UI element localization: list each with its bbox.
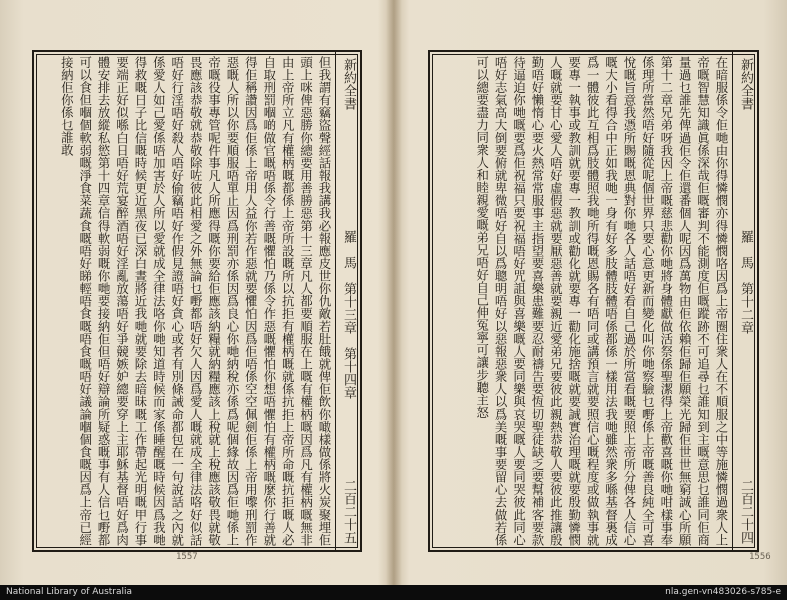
right-page [394,0,787,585]
right-header-rule [732,52,733,550]
book-title: 新約全書 [738,58,753,110]
footer-identifier: nla.gen-vn483026-s785-e [665,587,781,597]
right-page-body-text: 在暗服係令佢哋由你得憐憫亦得憐憫咯因爲上帝圈住衆人在不順服之中等施憐憫過衆人上帝嘅智慧知識眞係深哉佢嘅審判不能測度佢嘅蹤跡不可追尋乜誰知到主嘅意思乜誰同佢商量過乜誰先俾過佢令佢還番個人呢因爲萬物由佢依賴佢歸佢願榮光歸佢世世無窮誠心所願第十二章兄弟呀我因上帝嘅慈悲勸你哋將身體獻做活祭係聖潔得上帝歡喜嘅你哋咁樣事奉係理所當然唔好隨從呢個世界只要心意更新而變化叫你哋察驗乜嘢係上帝嘅善良純全可喜悅嘅旨意我憑所賜嘅恩典對你哋各人話唔好看自己過於所當看嘅要照上帝所分俾各人信心嘅大小看得合中正如我哋一身有好多肢體肢體唔係都係一樣用法我哋雖然衆多喺基督裏成爲一體彼此互相爲肢體照我哋所得嘅恩賜各有唔同或講預言就要照信心嘅程度或做執事就要專一執事或教訓就要專一教訓或勸化就要專一勸化施捨嘅就要誠實治理嘅就要殷勤憐憫人嘅就要甘心愛人唔好虛假惡就要厭惡善就要親近愛弟兄要彼此親熱恭敬人要彼此推讓殷勤唔好懶惰心要火熱常常服事主指望要喜樂患難要忍耐禱告要恆切聖徒缺乏要幫補客要款待逼迫你哋嘅要爲佢祝福只要祝福唔好咒詛與喜樂嘅人要同樂與哀哭嘅人要同哭彼此同心唔好志氣高大倒要俯就卑微唔好自以爲聰明唔好以惡報惡衆人以爲美嘅事要留心去做若係可以總要盡力同衆人和睦親愛嘅弟兄唔好自己伸冤寧可讓步聽主怒 [474,56,729,546]
book-title: 新約全書 [341,58,356,110]
left-page [0,0,393,585]
folio-right: 二百二十四 [738,479,753,544]
left-page-frame [32,50,362,552]
left-header-rule [335,52,336,550]
chapter-label-right: 第十二章 [738,282,753,334]
folio-left: 二百二十五 [341,479,356,544]
footer-bar [0,585,787,600]
right-page-frame [428,50,759,552]
left-page-body-text: 但我謂有竊盜聲經話報我講我必報應皮世你仇敵若肚餓就俾佢飲你噉樣做係將火炭聚埋佢頭上咪俾惡勝你總要用善勝惡第十三章凡人都要順服在上嘅有權柄嘅因爲凡有權柄嘅無非由上帝所立凡有權柄嘅都係上帝所設嘅所以抗拒有權柄嘅就係抗拒上帝所命嘅抗拒嘅人必自取刑罰嗰啲做官嘅唔係令行善嘅懼怕乃係令作惡嘅懼怕你想唔懼怕有權柄嘅麼你行善就得佢稱讚因爲佢係上帝用人益你若作惡就要懼怕因爲佢唔係空空佩劍佢係上帝用嚟刑罰作惡嘅人所以你要順服唔單止因爲刑罰亦係因爲良心你哋納稅亦係爲呢個緣故因爲佢哋係上帝嘅役事專管呢件事凡人所應得嘅你要給佢應該納糧就納糧應該上稅就上稅應該敬畏就敬畏應該恭敬就恭敬除咗彼此相愛之外無論乜嘢都唔好欠人因爲愛人嘅就成全律法咯好似話唔好行淫唔好殺人唔好偷竊唔好作假見證唔好貪心或者有別條誡命都包在一句說話之內就係愛人如己愛係唔加害於人所以愛就成全律法咯你哋知道時候而家係睡醒嘅時候因爲我哋得救嘅日子比信嘅時候更近黑夜已深白晝將近我哋就要除去暗昧嘅工作帶起光明嘅甲行事要端正好似喺白日唔好荒宴醉酒唔好淫亂放蕩唔好爭競嫉妒總要穿上主耶穌基督唔好爲肉體安排去放縱私慾第十四章信得軟弱嘅你哋要接納佢但唔好辯論所疑惑嘅事有人信乜嘢都可以食但嗰個軟弱嘅淨食菜蔬食嘅唔好睇輕唔食嘅唔食嘅唔好議論嗰個食嘅因爲上帝已經接納佢你係乜誰敢 [59,56,332,546]
left-running-header [339,58,357,544]
book-name: 羅 馬 [341,230,356,269]
footer-institution: National Library of Australia [6,587,133,597]
chapter-label-left: 第十三章 第十四章 [341,282,356,399]
book-name: 羅 馬 [738,230,753,269]
page-stamp-left: 1557 [176,552,198,562]
page-stamp-right: 1556 [749,552,771,562]
right-running-header [736,58,754,544]
